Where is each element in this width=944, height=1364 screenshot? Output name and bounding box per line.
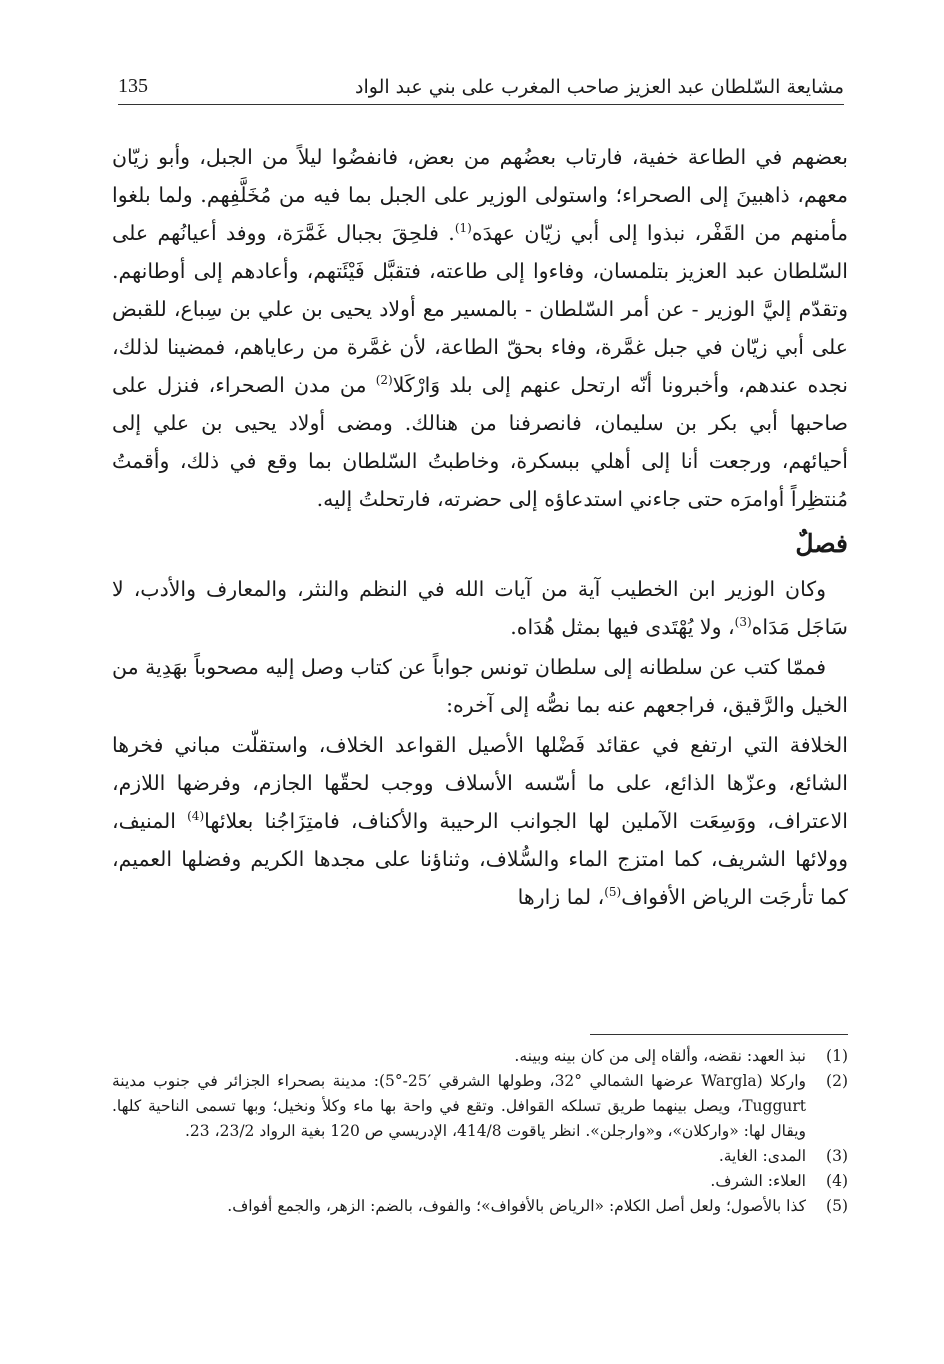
footnote-text: واركلا (Wargla عرضها الشمالي °32، وطولها الشرقي ′25-°5): مدينة بصحراء الجزائر في جنوب مدينة Tuggurt، ويصل بينهما طريق تسلكه القوافل. وتقع في واحة بها ماء وكلأ ونخيل؛ وبها تسمى الناحية كلها. ويقال لها: «واركلان»، و«وارجلن». انظر ياقوت 414/8، الإدريسي ص 120 بغية الرواد 23/2، 23. <box>112 1072 806 1140</box>
footnote-ref-2: (2) <box>375 373 393 388</box>
footnote-1 <box>112 1044 848 1069</box>
paragraph-2-text-a: وكان الوزير ابن الخطيب آية من آيات الله في النظم والنثر، والمعارف والأدب، لا سَاجَل مَدَاه <box>112 577 848 639</box>
footnote-2 <box>112 1069 848 1144</box>
running-header <box>118 58 844 105</box>
paragraph-4 <box>112 726 848 916</box>
footnote-text: نبذ العهد: نقضه، وألقاه إلى من كان بينه وبينه. <box>514 1047 806 1065</box>
paragraph-1 <box>112 138 848 518</box>
footnote-number: (2) <box>826 1072 848 1090</box>
footnotes <box>112 1044 848 1219</box>
section-title: فصلٌ <box>795 529 848 558</box>
footnote-4 <box>112 1169 848 1194</box>
paragraph-1-text-c: من مدن الصحراء، فنزل على صاحبها أبي بكر بن سليمان، فانصرفنا من هنالك. ومضى أولاد يحيى بن علي إلى أحيائهم، ورجعت أنا إلى أهلي ببسكرة، وخاطبتُ السّلطان بما وقع في ذلك، وأقمتُ مُنتظِراً أوامرَه حتى جاءني استدعاؤه إلى حضرته، فارتحلتُ إليه. <box>112 373 848 511</box>
paragraph-3: فممّا كتب عن سلطانه إلى سلطان تونس جواباً عن كتاب وصل إليه مصحوباً بهَدِية من الخيل والرَّقيق، فراجعهم عنه بما نصُّه إلى آخره: <box>112 655 848 717</box>
footnote-3 <box>112 1144 848 1169</box>
footnote-text: المدى: الغاية. <box>718 1147 806 1165</box>
footnote-text: العلاء: الشرف. <box>710 1172 806 1190</box>
paragraph-1-text-a: بعضهم في الطاعة خفية، فارتاب بعضُهم من بعض، فانفضُوا ليلاً من الجبل، وأبو زيّان معهم، ذاهبينَ إلى الصحراء؛ واستولى الوزير على الجبل بما فيه من مُخَلَّفِهم. ولما بلغوا مأمنهم من القَفْر، نبذوا إلى أبي زيّان عهدَه <box>112 145 848 245</box>
paragraph-4-text-c: ، لما زارها <box>517 885 605 909</box>
paragraph-1-text-b: . فلحِقَ بجبال غَمَّرَة، ووفد أعيانُهم على السّلطان عبد العزيز بتلمسان، وفاءوا إلى طاعته، فتقبَّل فَيْئَتهم، وأعادهم إلى أوطانهم. وتقدّم إليَّ الوزير - عن أمر السّلطان - بالمسير مع أولاد يحيى بن علي بن سِباع، للقبض على أبي زيّان في جبل غمَّرة، وفاء بحقّ الطاعة، لأن غمَّرة من رعاياهم، فمضينا لذلك، نجده عندهم، وأخبرونا أنّه ارتحل عنهم إلى بلد وَارْكَلا <box>112 221 848 397</box>
paragraph-4-text-a: الخلافة التي ارتفع في عقائد فَضْلها الأصيل القواعد الخلاف، واستقلّت مباني فخرها الشائع، وعزّها الذائع، على ما أسّسه الأسلاف ووجب لحقّها الجازم، وفرضها اللازم، الاعتراف، ووَسِعَت الآملين لها الجوانب الرحيبة والأكناف، فامتِزَاجُنا بعلائها <box>112 733 848 833</box>
footnote-ref-1: (1) <box>454 221 472 236</box>
paragraph-2-text-b: ، ولا يُهْتَدى فيها بمثل هُدَاه. <box>510 615 735 639</box>
footnote-number: (5) <box>826 1197 848 1215</box>
paragraph-4-text-b: المنيف، وولائها الشريف، كما امتزج الماء والسُّلاف، وثناؤنا على مجدها الكريم وفضلها العميم، كما تأرجَت الرياض الأفواف <box>112 809 848 909</box>
page-number: 135 <box>118 75 148 97</box>
footnote-text: كذا بالأصول؛ ولعل أصل الكلام: «الرياض بالأفواف»؛ والفوف، بالضم: الزهر، والجمع أفواف. <box>227 1197 806 1215</box>
footnote-number: (4) <box>826 1172 848 1190</box>
footnote-number: (1) <box>826 1047 848 1065</box>
footnote-divider <box>590 1034 848 1035</box>
header-title: مشايعة السّلطان عبد العزيز صاحب المغرب على بني عبد الواد <box>355 76 844 98</box>
footnote-5 <box>112 1194 848 1219</box>
footnote-ref-3: (3) <box>734 615 752 630</box>
main-text <box>112 138 848 918</box>
footnote-ref-4: (4) <box>187 809 205 824</box>
paragraph-2 <box>112 570 848 646</box>
footnote-ref-5: (5) <box>604 885 622 900</box>
footnote-number: (3) <box>826 1147 848 1165</box>
